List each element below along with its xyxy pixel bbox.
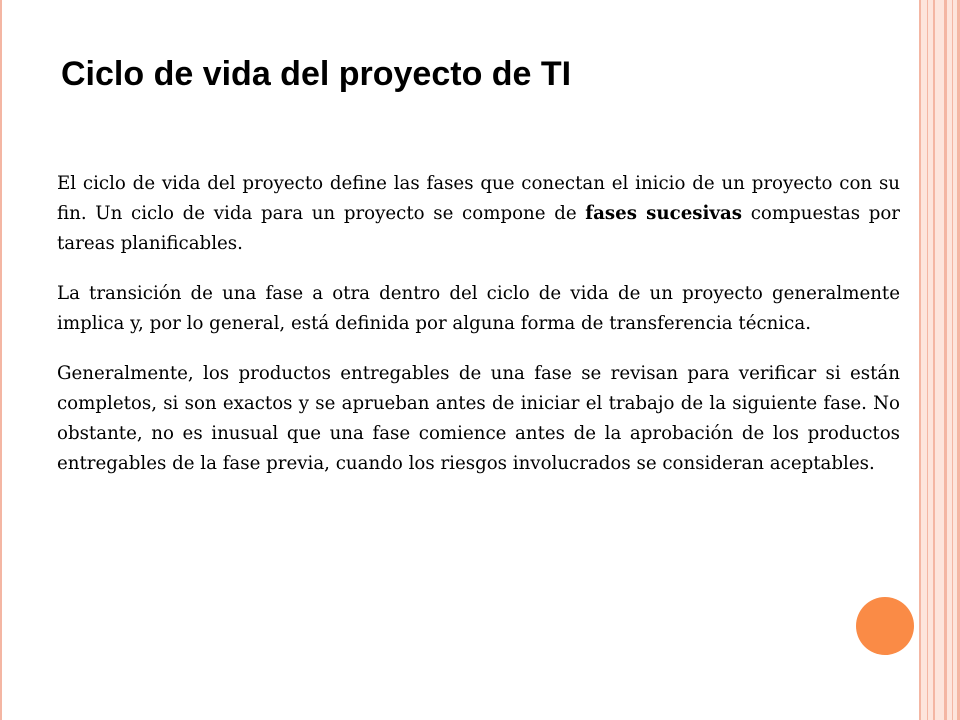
paragraph-1 [57, 169, 900, 259]
paragraph-1-text-after: compuestas por tareas planificables. [57, 203, 901, 254]
paragraph-1-text-before: El ciclo de vida del proyecto define las fases que conectan el inicio de un proyecto con su fin. Un ciclo de vida para un proyecto se compone de [57, 173, 900, 224]
decorative-stripe [944, 0, 947, 720]
decorative-stripe [927, 0, 928, 720]
paragraph-2: La transición de una fase a otra dentro del ciclo de vida de un proyecto generalmente implica y, por lo general, está definida por alguna forma de transferencia técnica. [57, 283, 900, 334]
paragraph-3: Generalmente, los productos entregables de una fase se revisan para verificar si están completos, si son exactos y se aprueban antes de iniciar el trabajo de la siguiente fase. No obstante, no es inusual que una fase comience antes de la aprobación de los productos entregables de la fase previa, cuando los riesgos involucrados se consideran aceptables. [57, 363, 900, 474]
paragraph-1-bold-term: fases sucesivas [585, 203, 743, 224]
decorative-stripe [952, 0, 953, 720]
slide-title: Ciclo de vida del proyecto de TI [61, 55, 572, 93]
orange-circle-decoration [856, 597, 914, 655]
left-border-line [0, 0, 2, 720]
decorative-stripe [933, 0, 935, 720]
slide-body [57, 169, 900, 499]
